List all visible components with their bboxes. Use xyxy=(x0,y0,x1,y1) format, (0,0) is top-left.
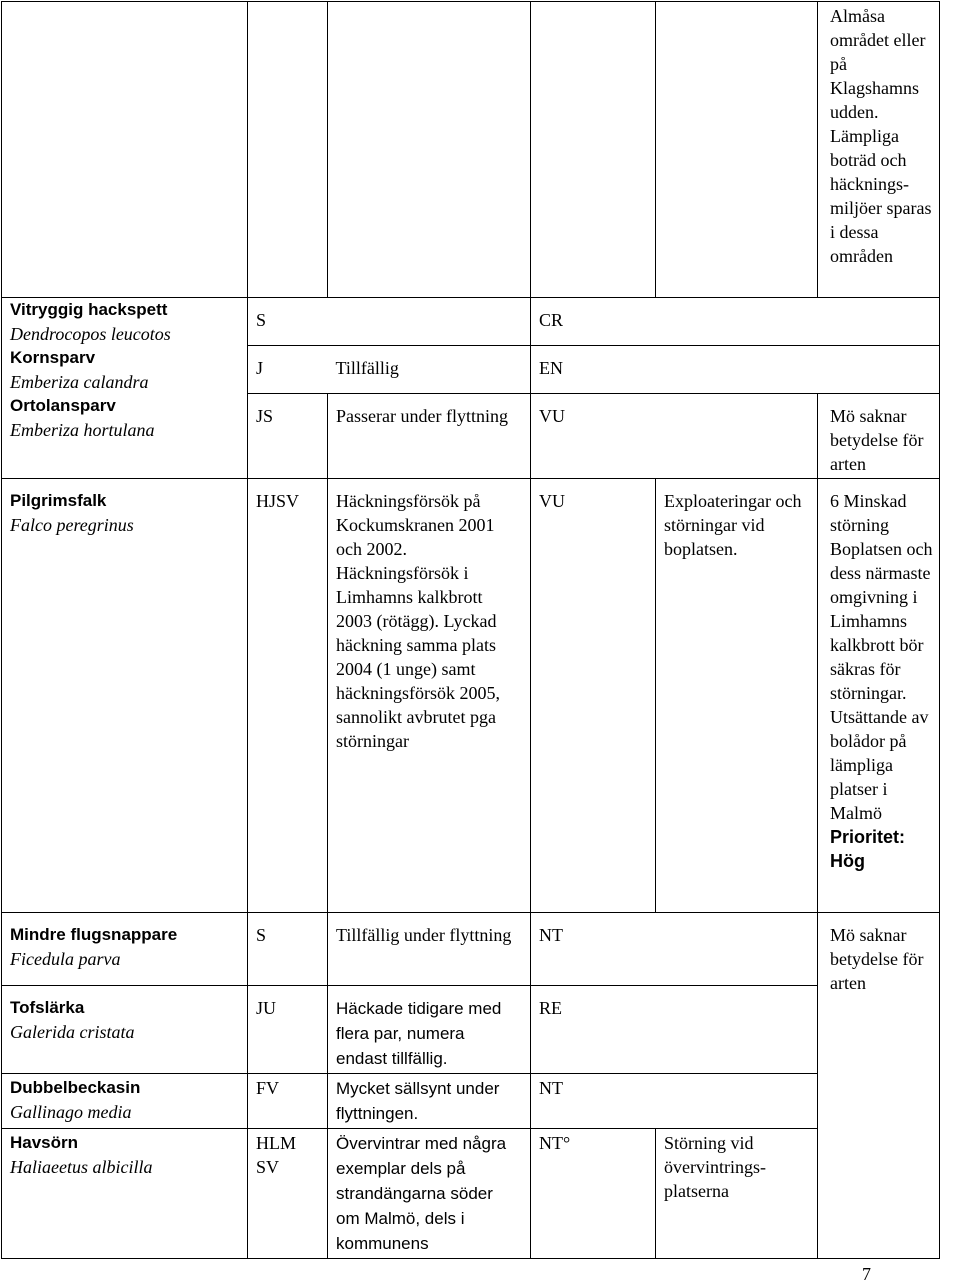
action-text: Mö saknar betydelse för arten xyxy=(830,925,924,993)
occurrence-code: J xyxy=(256,358,264,378)
occurrence-note: Övervintrar med några exemplar dels på strandängarna söder om Malmö, dels i kommunens xyxy=(336,1134,507,1253)
priority-label: Prioritet: Hög xyxy=(830,827,906,871)
table-row xyxy=(2,986,940,1074)
redlist-category: EN xyxy=(539,358,563,378)
species-table xyxy=(1,1,940,1259)
occurrence-note: Passerar under flyttning xyxy=(336,406,508,426)
occurrence-code: JU xyxy=(256,998,277,1018)
species-latin-name: Haliaeetus albicilla xyxy=(10,1157,153,1177)
redlist-category: VU xyxy=(539,406,565,426)
redlist-category: NT xyxy=(539,1078,563,1098)
action-text: Boplatsen och dess närmaste omgivning i Limhamns kalkbrott bör säkras för störningar. Utsättande av bolådor på lämpliga platser i Malmö xyxy=(830,539,933,823)
threat-text: Störning vid övervintrings-platserna xyxy=(664,1133,766,1201)
occurrence-note: Häckade tidigare med flera par, numera endast tillfällig. xyxy=(336,999,502,1068)
occurrence-note: Tillfällig xyxy=(335,358,399,378)
redlist-category: NT° xyxy=(539,1133,571,1153)
redlist-category: RE xyxy=(539,998,563,1018)
species-latin-name: Emberiza calandra xyxy=(10,372,149,392)
redlist-category: VU xyxy=(539,491,565,511)
species-latin-name: Gallinago media xyxy=(10,1102,132,1122)
species-common-name: Kornsparv xyxy=(10,348,96,367)
species-latin-name: Dendrocopos leucotos xyxy=(10,324,171,344)
redlist-category: CR xyxy=(539,310,564,330)
table-row xyxy=(2,913,940,986)
occurrence-code: S xyxy=(256,310,267,330)
occurrence-code: HJSV xyxy=(256,491,300,511)
species-common-name: Mindre flugsnappare xyxy=(10,925,178,944)
species-common-name: Dubbelbeckasin xyxy=(10,1078,141,1097)
table-row xyxy=(2,1129,940,1259)
occurrence-code: S xyxy=(256,925,267,945)
species-common-name: Vitryggig hackspett xyxy=(10,300,168,319)
occurrence-code: FV xyxy=(256,1078,280,1098)
occurrence-note: Häckningsförsök på Kockumskranen 2001 och 2002. Häckningsförsök i Limhamns kalkbrott 2003 (rötägg). Lyckad häckning samma plats 2004 (1 unge) samt häckningsförsök 2005, sannolikt avbrutet pga störningar xyxy=(336,491,500,751)
occurrence-note: Mycket sällsynt under flyttningen. xyxy=(336,1079,500,1123)
occurrence-code: HLM SV xyxy=(256,1133,296,1177)
table-row xyxy=(2,298,940,346)
table-row xyxy=(2,1074,940,1129)
occurrence-note: Tillfällig under flyttning xyxy=(336,925,512,945)
species-common-name: Ortolansparv xyxy=(10,396,116,415)
species-common-name: Pilgrimsfalk xyxy=(10,491,107,510)
action-text: Mö saknar betydelse för arten xyxy=(830,406,924,474)
table-row-continuation xyxy=(2,2,940,298)
action-heading: 6 Minskad störning xyxy=(830,491,907,535)
table-row xyxy=(2,479,940,913)
threat-text: Exploateringar och störningar vid boplatsen. xyxy=(664,491,802,559)
species-common-name: Tofslärka xyxy=(10,998,85,1017)
species-latin-name: Ficedula parva xyxy=(10,949,121,969)
species-latin-name: Falco peregrinus xyxy=(10,515,134,535)
species-common-name: Havsörn xyxy=(10,1133,79,1152)
redlist-category: NT xyxy=(539,925,563,945)
species-latin-name: Galerida cristata xyxy=(10,1022,135,1042)
occurrence-code: JS xyxy=(256,406,274,426)
species-latin-name: Emberiza hortulana xyxy=(10,420,155,440)
action-text: Almåsa området eller på Klagshamns udden. Lämpliga boträd och häcknings-miljöer sparas i dessa områden xyxy=(830,6,932,266)
page-number: 7 xyxy=(862,1264,871,1284)
